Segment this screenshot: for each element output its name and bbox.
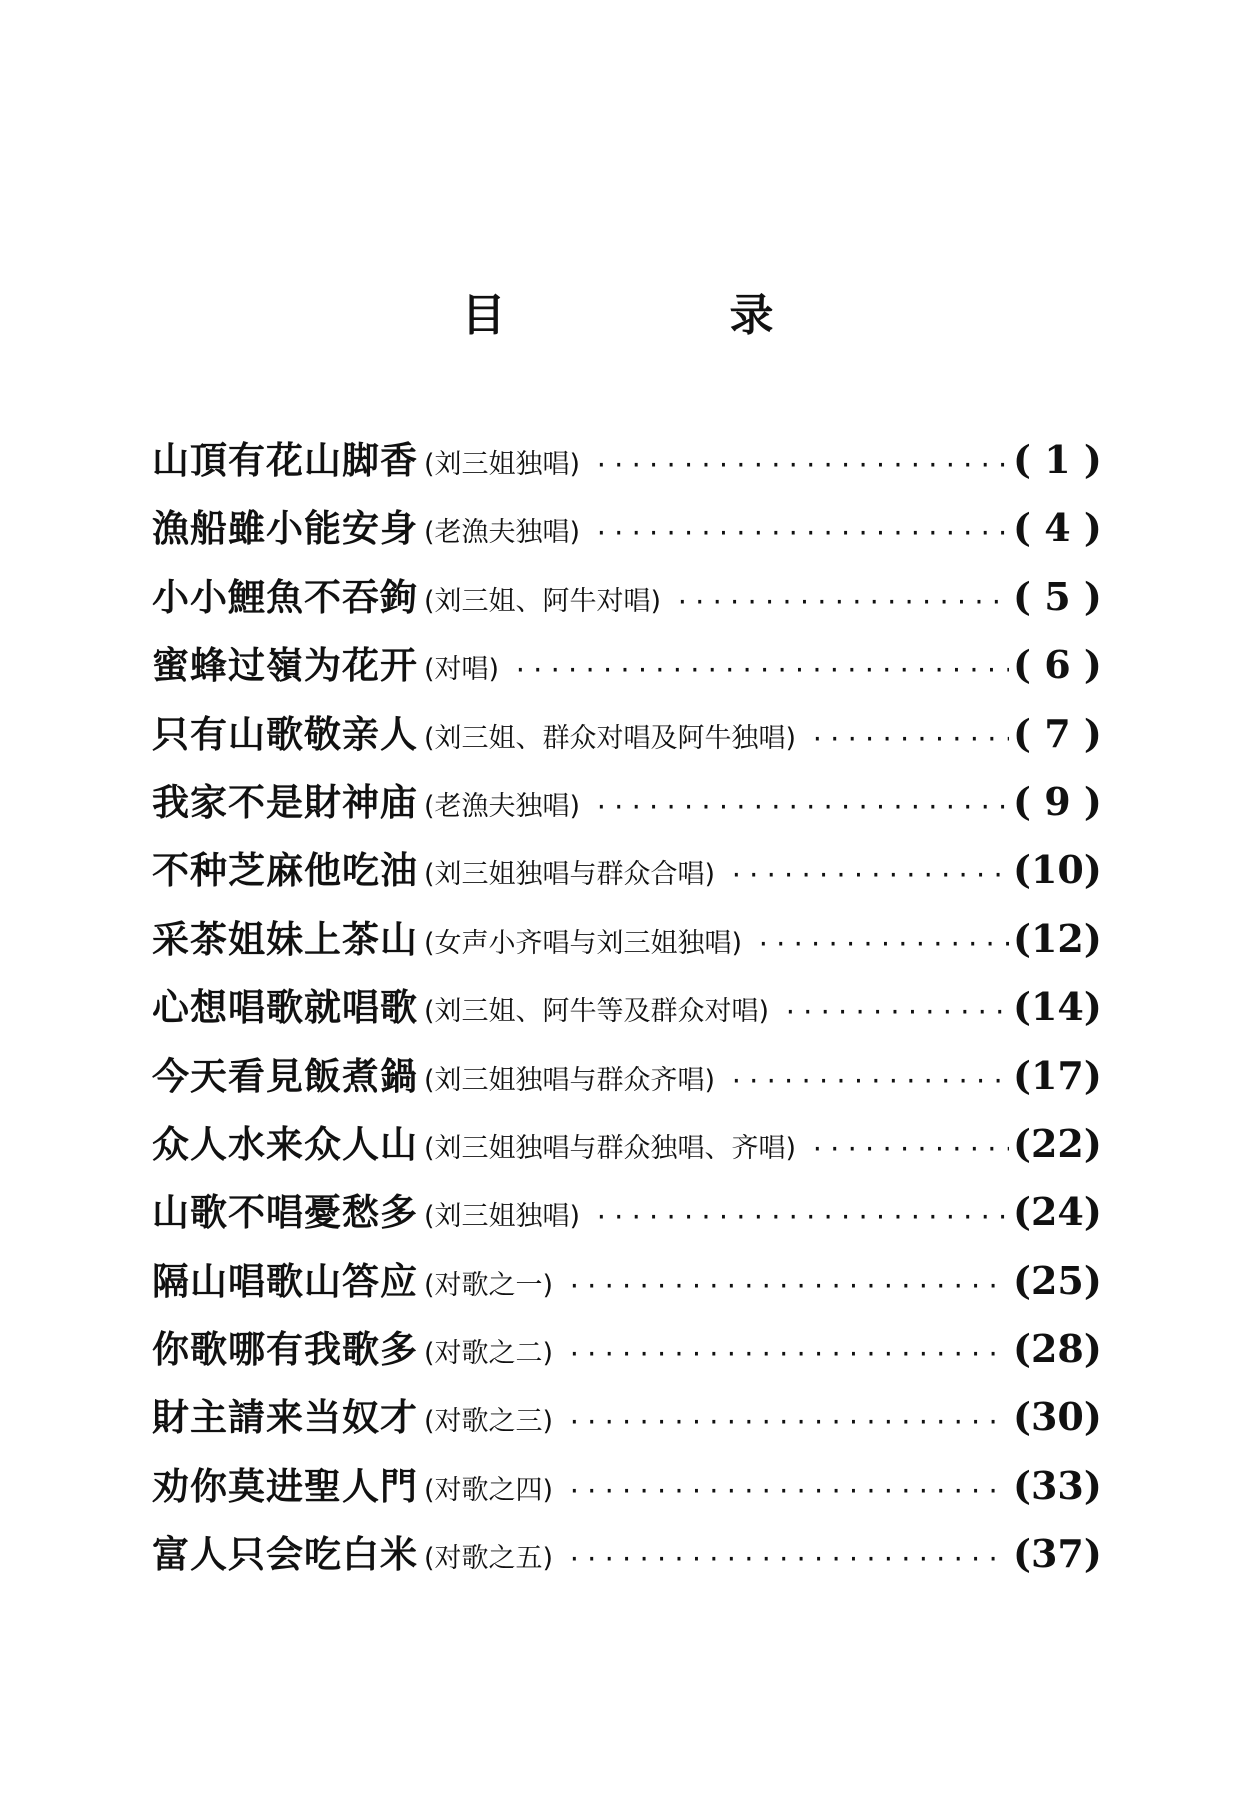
dot-leader xyxy=(594,773,1009,841)
entry-page-number: ( 1 ) xyxy=(1013,437,1102,482)
dot-leader xyxy=(675,568,1009,636)
dot-leader xyxy=(594,1183,1009,1251)
entry-title: 隔山唱歌山答应 xyxy=(152,1258,418,1303)
toc-entry xyxy=(152,1247,1102,1315)
entry-page-number: (12) xyxy=(1013,915,1102,961)
dot-leader xyxy=(810,705,1009,773)
entry-page-number: ( 7 ) xyxy=(1013,710,1102,756)
entry-note: (对唱) xyxy=(424,654,500,686)
entry-page-number: (17) xyxy=(1013,1052,1102,1098)
dot-leader xyxy=(567,1252,1009,1320)
page-title: 目 录 xyxy=(461,290,864,341)
entry-page-number: ( 6 ) xyxy=(1013,642,1102,688)
toc-entry xyxy=(152,700,1102,768)
entry-page-number: (22) xyxy=(1013,1120,1102,1166)
dot-leader xyxy=(810,1115,1009,1183)
entry-title: 富人只会吃白米 xyxy=(152,1532,418,1577)
entry-title: 众人水来众人山 xyxy=(152,1121,418,1166)
entry-note: (刘三姐、阿牛对唱) xyxy=(424,585,662,617)
toc-entry xyxy=(152,973,1102,1041)
entry-note: (刘三姐独唱与群众合唱) xyxy=(424,859,716,891)
entry-page-number: (24) xyxy=(1013,1189,1102,1235)
dot-leader xyxy=(783,978,1009,1046)
entry-page-number: ( 9 ) xyxy=(1013,778,1102,824)
dot-leader xyxy=(756,910,1009,978)
entry-title: 我家不是財神庙 xyxy=(152,779,418,824)
entry-page-number: (28) xyxy=(1013,1326,1102,1372)
entry-page-number: ( 4 ) xyxy=(1013,505,1102,551)
entry-title: 山頂有花山脚香 xyxy=(152,438,418,482)
dot-leader xyxy=(567,1525,1009,1593)
entry-note: (女声小齐唱与刘三姐独唱) xyxy=(424,927,743,959)
entry-page-number: (33) xyxy=(1013,1462,1102,1508)
entry-note: (刘三姐、阿牛等及群众对唱) xyxy=(424,996,770,1028)
entry-page-number: (30) xyxy=(1013,1394,1102,1440)
toc-entry xyxy=(152,1383,1102,1451)
toc-entry xyxy=(152,1315,1102,1383)
entry-page-number: (37) xyxy=(1013,1531,1102,1577)
entry-note: (对歌之二) xyxy=(424,1338,554,1370)
entry-title: 劝你莫进聖人門 xyxy=(152,1463,418,1508)
entry-title: 今天看見飯煮鍋 xyxy=(152,1053,418,1098)
entry-note: (刘三姐独唱与群众独唱、齐唱) xyxy=(424,1132,797,1164)
toc-entry xyxy=(152,1110,1102,1178)
toc-entry xyxy=(152,631,1102,699)
entry-note: (刘三姐独唱与群众齐唱) xyxy=(424,1064,716,1096)
toc-entry xyxy=(152,1452,1102,1520)
entry-note: (刘三姐独唱) xyxy=(424,1201,581,1233)
entry-title: 你歌哪有我歌多 xyxy=(152,1327,418,1372)
entry-title: 不种芝麻他吃油 xyxy=(152,848,418,893)
dot-leader xyxy=(513,636,1009,704)
entry-page-number: ( 5 ) xyxy=(1013,573,1102,619)
entry-note: (对歌之三) xyxy=(424,1406,554,1438)
toc-entry xyxy=(152,426,1102,494)
toc-entry xyxy=(152,1042,1102,1110)
entry-page-number: (10) xyxy=(1013,847,1102,893)
entry-title: 蜜蜂过嶺为花开 xyxy=(152,643,418,688)
toc-entry xyxy=(152,905,1102,973)
dot-leader xyxy=(729,1047,1009,1115)
entry-page-number: (25) xyxy=(1013,1257,1102,1303)
entry-title: 心想唱歌就唱歌 xyxy=(152,985,418,1030)
toc-entry xyxy=(152,768,1102,836)
entry-note: (刘三姐、群众对唱及阿牛独唱) xyxy=(424,722,797,754)
entry-title: 財主請来当奴才 xyxy=(152,1395,418,1440)
entry-title: 山歌不唱憂愁多 xyxy=(152,1190,418,1235)
dot-leader xyxy=(729,841,1009,909)
entry-page-number: (14) xyxy=(1013,984,1102,1030)
entry-note: (老漁夫独唱) xyxy=(424,790,581,822)
dot-leader xyxy=(567,1388,1009,1456)
entry-title: 只有山歌敬亲人 xyxy=(152,711,418,756)
toc-entry xyxy=(152,494,1102,562)
entry-note: (对歌之五) xyxy=(424,1543,554,1575)
entry-note: (对歌之四) xyxy=(424,1474,554,1506)
entry-note: (刘三姐独唱) xyxy=(424,449,581,480)
entry-title: 采茶姐妹上茶山 xyxy=(152,916,418,961)
dot-leader xyxy=(567,1320,1009,1388)
dot-leader xyxy=(594,499,1009,567)
dot-leader xyxy=(594,431,1009,499)
entry-title: 漁船雖小能安身 xyxy=(152,506,418,551)
table-of-contents xyxy=(152,426,1102,1589)
toc-entry xyxy=(152,836,1102,904)
toc-entry xyxy=(152,563,1102,631)
dot-leader xyxy=(567,1457,1009,1525)
entry-note: (对歌之一) xyxy=(424,1269,554,1301)
toc-entry xyxy=(152,1520,1102,1588)
toc-entry xyxy=(152,1178,1102,1246)
entry-title: 小小鯉魚不吞鉤 xyxy=(152,574,418,619)
entry-note: (老漁夫独唱) xyxy=(424,517,581,549)
